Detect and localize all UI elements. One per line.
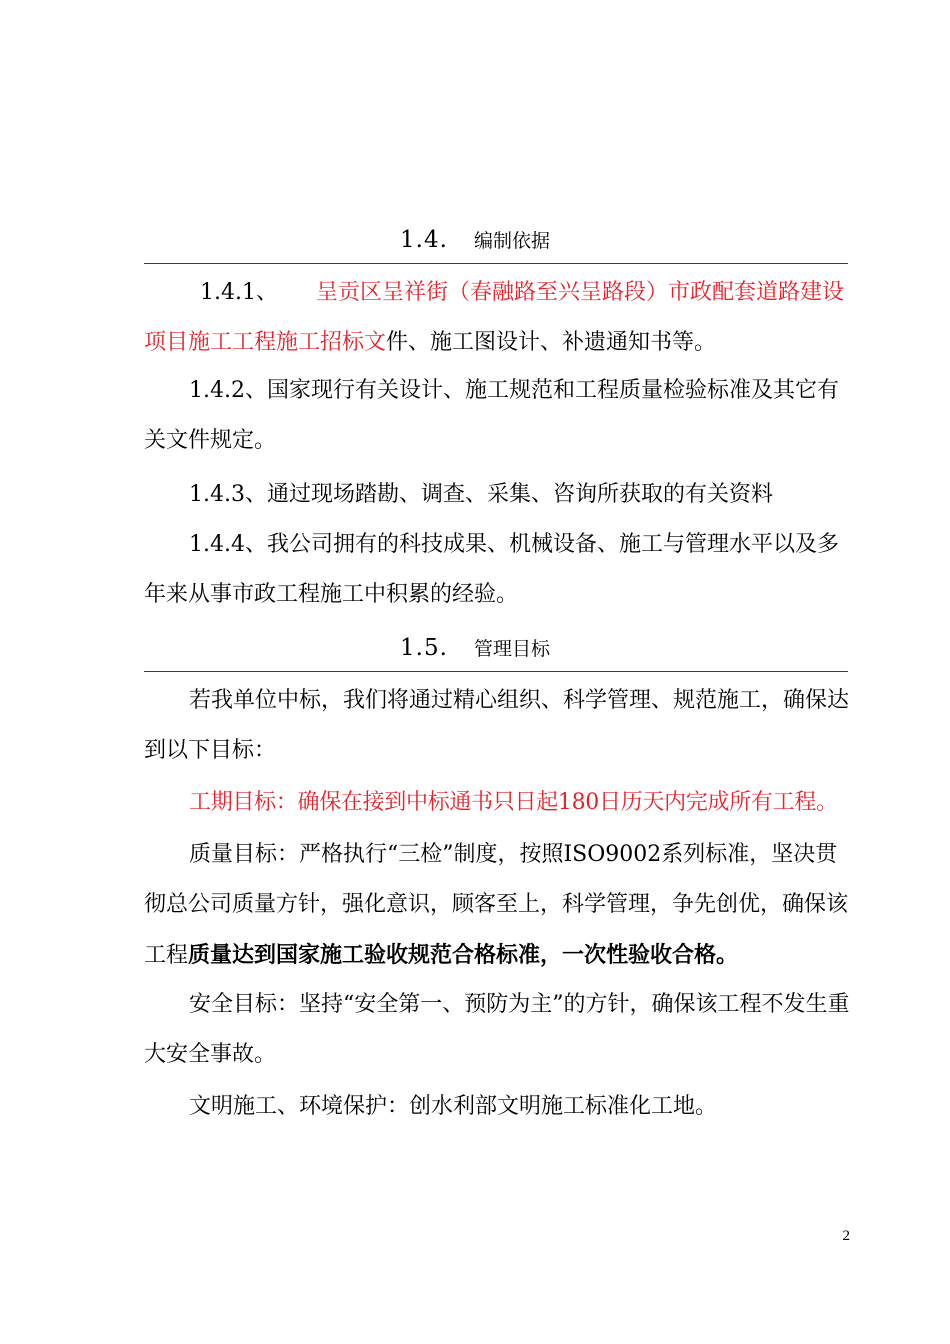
heading-1-4 xyxy=(0,226,950,253)
item-1-4-3: 1.4.3、通过现场踏勘、调查、采集、咨询所获取的有关资料 xyxy=(189,482,773,507)
item-1-4-2: 1.4.2、国家现行有关设计、施工规范和工程质量检验标准及其它有关文件规定。 xyxy=(144,378,839,453)
safety-goal: 安全目标：坚持“安全第一、预防为主”的方针，确保该工程不发生重大安全事故。 xyxy=(144,992,850,1067)
item-1-4-4: 1.4.4、我公司拥有的科技成果、机械设备、施工与管理水平以及多年来从事市政工程施工中积累的经验。 xyxy=(144,532,839,607)
quality-goal-bold: 质量达到国家施工验收规范合格标准，一次性验收合格。 xyxy=(188,942,739,968)
quality-goal-text: 质量目标：严格执行“三检”制度，按照ISO9002系列标准，坚决贯彻总公司质量方针，强化意识，顾客至上，科学管理，争先创优，确保该工程 xyxy=(144,842,849,968)
item-1-4-1 xyxy=(144,268,850,368)
heading-number: 1.5. xyxy=(400,635,448,661)
page-number: 2 xyxy=(842,1228,850,1244)
schedule-goal: 工期目标：确保在接到中标通书只日起180日历天内完成所有工程。 xyxy=(189,790,838,815)
heading-title-text: 编制依据 xyxy=(473,230,550,252)
item-label: 1.4.1、 xyxy=(200,280,278,305)
intro-paragraph: 若我单位中标，我们将通过精心组织、科学管理、规范施工，确保达到以下目标： xyxy=(144,688,850,763)
heading-number: 1.4. xyxy=(400,227,448,253)
heading-underline xyxy=(144,263,848,264)
quality-goal xyxy=(144,830,850,981)
heading-underline xyxy=(144,671,848,672)
item-text: 件、施工图设计、补遗通知书等。 xyxy=(386,330,717,355)
heading-title-text: 管理目标 xyxy=(473,638,550,660)
item-highlight: 呈贡区呈祥街（春融路至兴呈路段）市政配套道路建设项目施工工程施工招标文 xyxy=(144,280,844,355)
civilized-goal: 文明施工、环境保护：创水利部文明施工标准化工地。 xyxy=(189,1094,718,1119)
heading-1-5 xyxy=(0,634,950,661)
